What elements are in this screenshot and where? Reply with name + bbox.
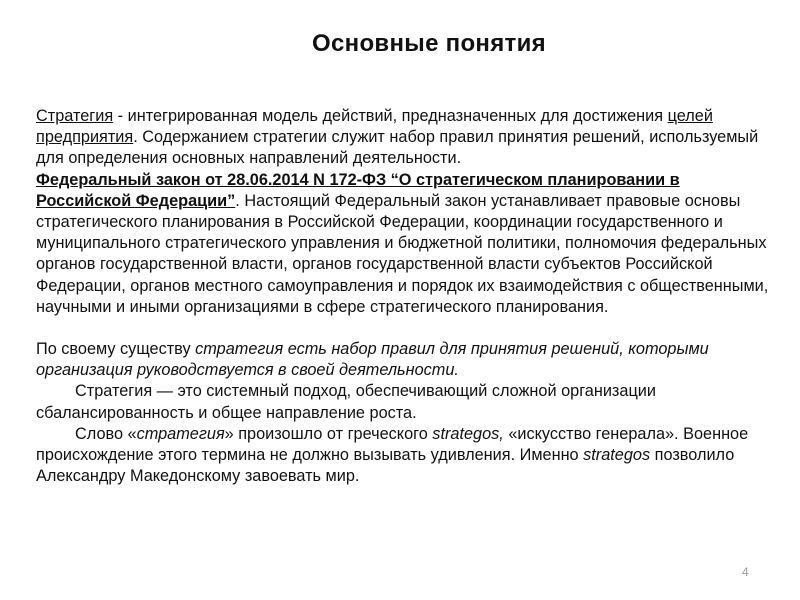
systemic-approach-text: Стратегия — это системный подход, обеспечивающий сложной организации сбалансированность и общее направление роста. — [36, 382, 656, 422]
link-enterprise-goals[interactable]: целей предприятия — [36, 107, 713, 147]
paragraph-federal-law — [36, 170, 776, 318]
paragraph-etymology — [36, 424, 776, 488]
etymology-word: стратегия — [136, 424, 225, 443]
paragraph-strategy-definition — [36, 106, 776, 170]
etymology-greek-1: strategos, — [432, 424, 504, 443]
etymology-a: Слово « — [75, 424, 137, 443]
etymology-g: позволило Александру Македонскому завоевать мир. — [36, 446, 735, 486]
paragraph-essence — [36, 339, 776, 381]
paragraph-gap — [36, 318, 776, 339]
federal-law-text: . Настоящий Федеральный закон устанавливает правовые основы стратегического планирования в Российской Федерации, координации государственного и муниципального стратегического управления и бюджетной политики, полномочия федеральных органов государственной власти, органов государственной власти субъектов Российской Федерации, органов местного самоуправления и порядок их взаимодействия с общественными, научными и иными организациями в сфере стратегического планирования. — [36, 191, 769, 316]
etymology-c: » произошло от греческого — [224, 424, 433, 443]
slide-title: Основные понятия — [312, 30, 546, 57]
paragraph-systemic-approach — [36, 381, 776, 423]
slide-body — [36, 106, 776, 487]
definition-text-b: . Содержанием стратегии служит набор правил принятия решений, используемый для определения основных направлений деятельности. — [36, 128, 759, 168]
definition-text-a: - интегрированная модель действий, предназначенных для достижения — [113, 107, 668, 125]
essence-lead: По своему существу — [36, 340, 196, 359]
etymology-greek-2: strategos — [583, 446, 651, 465]
etymology-e: «искусство генерала». Военное происхождение этого термина не должно вызывать удивления. Именно — [36, 424, 749, 465]
term-strategy: Стратегия — [36, 107, 114, 125]
page-number: 4 — [742, 565, 749, 579]
essence-italic: стратегия есть набор правил для принятия решений, которыми организация руководствуется в своей деятельности. — [36, 340, 709, 380]
link-federal-law[interactable]: Федеральный закон от 28.06.2014 N 172-ФЗ “О стратегическом планировании в Российской Федерации” — [36, 170, 680, 210]
